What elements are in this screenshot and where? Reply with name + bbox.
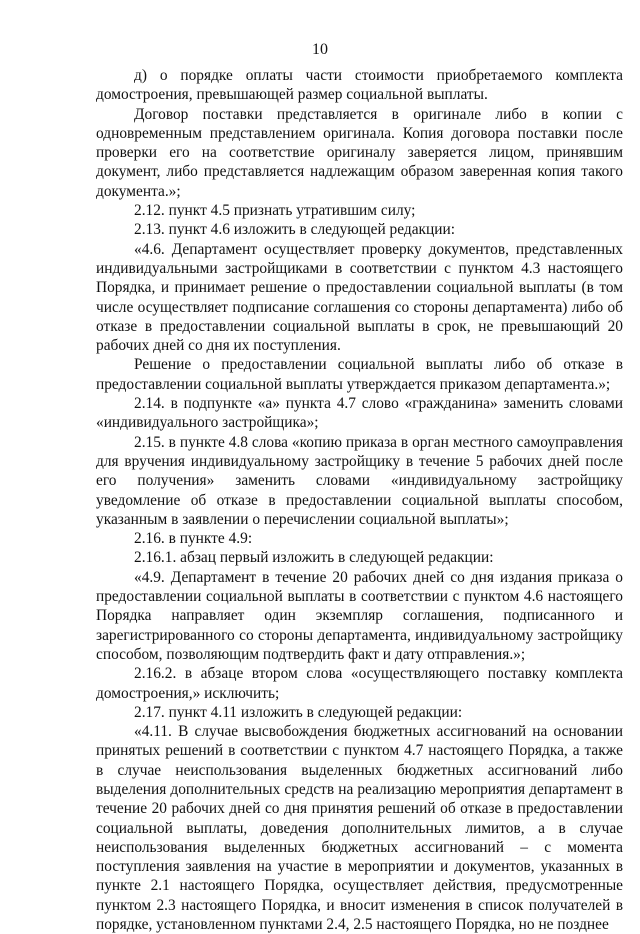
page-number: 10	[312, 41, 328, 58]
paragraph-2-16-1: 2.16.1. абзац первый изложить в следующей редакции:	[134, 549, 494, 567]
paragraph-contract-delivery: Договор поставки представляется в оригинале либо в копии с одновременным представлением оригинала. Копия договора поставки после проверки его на соответствие оригиналу заверяется лицом, принявшим документ, либо представляется надлежащим образом заверенная копия такого документа.»;	[96, 105, 623, 200]
paragraph-2-16-2: 2.16.2. в абзаце втором слова «осуществляющего поставку комплекта домостроения,» исключить;	[96, 665, 623, 702]
paragraph-2-17: 2.17. пункт 4.11 изложить в следующей редакции:	[134, 703, 463, 721]
paragraph-2-12: 2.12. пункт 4.5 признать утратившим силу;	[134, 202, 416, 220]
paragraph-item-d: д) о порядке оплаты части стоимости приобретаемого комплекта домостроения, превышающей размер социальной выплаты.	[96, 67, 623, 104]
paragraph-2-13: 2.13. пункт 4.6 изложить в следующей редакции:	[134, 221, 455, 239]
paragraph-2-14: 2.14. в подпункте «а» пункта 4.7 слово «гражданина» заменить словами «индивидуального застройщика»;	[96, 395, 623, 432]
paragraph-4-11: «4.11. В случае высвобождения бюджетных ассигнований на основании принятых решений в соответствии с пунктом 4.7 настоящего Порядка, а также в случае неиспользования выделенных бюджетных ассигнований либо выделения дополнительных средств на реализацию мероприятия департамент в течение 20 рабочих дней со дня принятия решений об отказе в предоставлении социальной выплаты, доведения дополнительных лимитов, а в случае неиспользования выделенных бюджетных ассигнований – с момента поступления заявления на участие в мероприятии и документов, указанных в пункте 2.1 настоящего Порядка, осуществляет действия, предусмотренные пунктом 2.3 настоящего Порядка, и вносит изменения в список получателей в порядке, установленном пунктами 2.4, 2.5 настоящего Порядка, но не позднее	[96, 723, 623, 934]
paragraph-2-16: 2.16. в пункте 4.9:	[134, 530, 253, 548]
paragraph-decision: Решение о предоставлении социальной выплаты либо об отказе в предоставлении социальной выплаты утверждается приказом департамента.»;	[96, 356, 623, 393]
document-body	[96, 66, 623, 934]
paragraph-4-9: «4.9. Департамент в течение 20 рабочих дней со дня издания приказа о предоставлении социальной выплаты в соответствии с пунктом 4.6 настоящего Порядка направляет один экземпляр соглашения, подписанного и зарегистрированного со стороны департамента, индивидуальному застройщику способом, позволяющим подтвердить факт и дату отправления.»;	[96, 568, 623, 663]
paragraph-4-6: «4.6. Департамент осуществляет проверку документов, представленных индивидуальными застройщиками в соответствии с пунктом 4.3 настоящего Порядка, и принимает решение о предоставлении социальной выплаты (в том числе осуществляет подписание соглашения со стороны департамента) либо об отказе в предоставлении социальной выплаты в срок, не превышающий 20 рабочих дней со дня их поступления.	[96, 240, 623, 355]
paragraph-2-15: 2.15. в пункте 4.8 слова «копию приказа в орган местного самоуправления для вручения индивидуальному застройщику в течение 5 рабочих дней после его получения» заменить словами «индивидуальному застройщику уведомление об отказе в предоставлении социальной выплаты способом, указанным в заявлении о перечислении социальной выплаты»;	[96, 433, 623, 528]
